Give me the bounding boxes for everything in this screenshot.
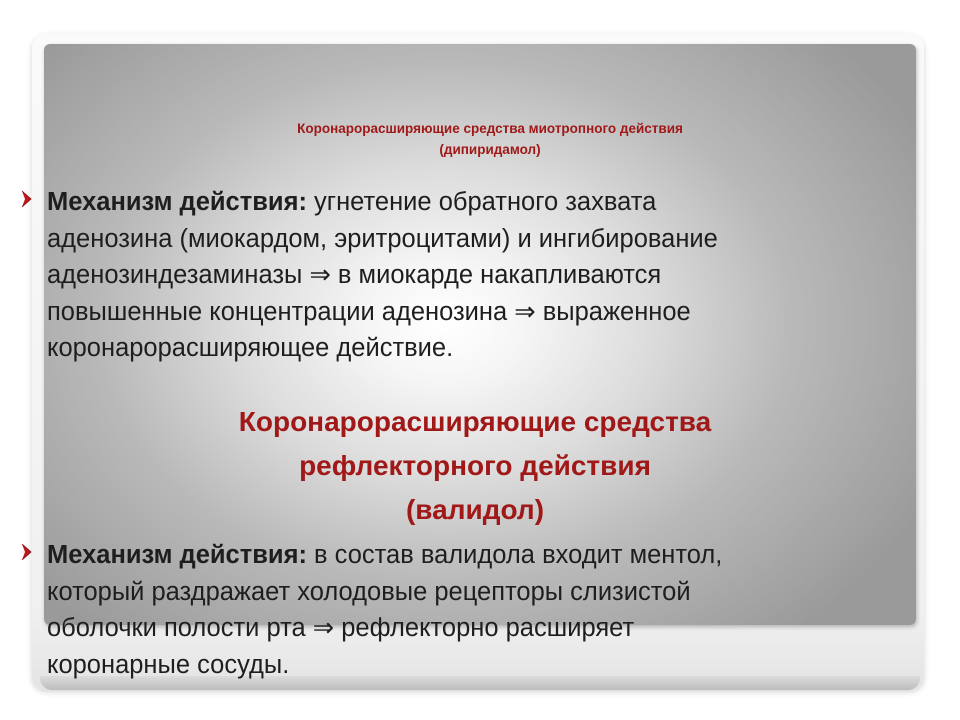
arrowhead-bullet-icon bbox=[18, 188, 40, 210]
heading-line-3: (валидол) bbox=[405, 494, 545, 525]
bullet-line-text: в состав валидола входит ментол, bbox=[306, 541, 723, 569]
heading-line-1: Коронарорасширяющие средства bbox=[238, 406, 712, 437]
bullet-line bbox=[47, 537, 927, 574]
bullet-text-1 bbox=[47, 184, 927, 367]
bullet-line: коронарные сосуды. bbox=[47, 650, 290, 679]
arrowhead-bullet-icon bbox=[18, 541, 40, 563]
bullet-line: коронарорасширяющее действие. bbox=[47, 334, 454, 362]
bullet-line: оболочки полости рта ⇒ рефлекторно расширяет bbox=[47, 614, 635, 642]
section-heading bbox=[60, 400, 890, 532]
bullet-line: повышенные концентрации аденозина ⇒ выраженное bbox=[47, 297, 691, 326]
bullet-line: аденозина (миокардом, эритроцитами) и ингибирование bbox=[47, 224, 718, 253]
subtitle-line-1: Коронарорасширяющие средства миотропного действия bbox=[297, 121, 683, 136]
subtitle-line-2: (дипиридамол) bbox=[439, 142, 541, 157]
bullet-term: Механизм действия: bbox=[47, 541, 307, 569]
bullet-line: аденозиндезаминазы ⇒ в миокарде накапливаются bbox=[47, 261, 662, 289]
bullet-line-text: угнетение обратного захвата bbox=[306, 188, 657, 216]
slide-subtitle bbox=[150, 118, 830, 160]
bullet-term: Механизм действия: bbox=[47, 188, 307, 216]
heading-line-2: рефлекторного действия bbox=[299, 450, 651, 481]
bullet-line bbox=[47, 184, 927, 221]
bullet-line: который раздражает холодовые рецепторы слизистой bbox=[47, 577, 691, 606]
bullet-text-2 bbox=[47, 537, 927, 683]
